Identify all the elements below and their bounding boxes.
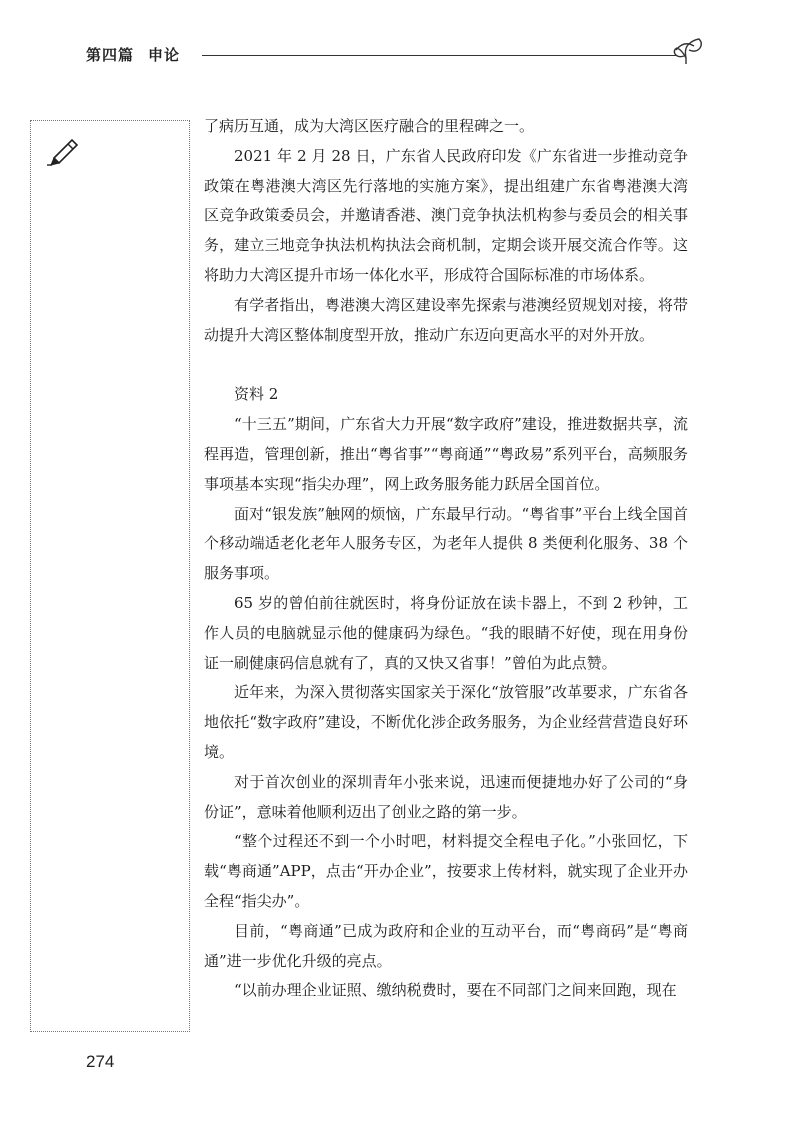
header-title <box>86 44 180 65</box>
section-heading: 资料 2 <box>234 385 279 404</box>
running-header <box>86 40 706 72</box>
header-subject: 申论 <box>148 46 181 64</box>
header-rule <box>202 55 676 56</box>
paragraph: “以前办理企业证照、缴纳税费时，要在不同部门之间来回跑，现在 <box>234 981 677 1000</box>
article-body <box>204 112 688 1006</box>
paragraph: 近年来，为深入贯彻落实国家关于深化“放管服”改革要求，广东省各地依托“数字政府”建设，不断优化涉企政务服务，为企业经营营造良好环境。 <box>204 683 688 761</box>
paragraph: 2021 年 2 月 28 日，广东省人民政府印发《广东省进一步推动竞争政策在粤港澳大湾区先行落地的实施方案》，提出组建广东省粤港澳大湾区竞争政策委员会，并邀请香港、澳门竞争执法机构参与委员会的相关事务，建立三地竞争执法机构执法会商机制，定期会谈开展交流合作等。这将助力大湾区提升市场一体化水平，形成符合国际标准的市场体系。 <box>204 146 688 284</box>
paragraph: “十三五”期间，广东省大力开展“数字政府”建设，推进数据共享，流程再造，管理创新，推出“粤省事”“粤商通”“粤政易”系列平台，高频服务事项基本实现“指尖办理”，网上政务服务能力跃居全国首位。 <box>204 415 688 493</box>
header-part: 第四篇 <box>86 46 135 64</box>
paragraph: 对于首次创业的深圳青年小张来说，迅速而便捷地办好了公司的“身份证”，意味着他顺利迈出了创业之路的第一步。 <box>204 772 688 821</box>
paragraph: 目前，“粤商通”已成为政府和企业的互动平台，而“粤商码”是“粤商通”进一步优化升级的亮点。 <box>204 921 688 970</box>
paragraph: 了病历互通，成为大湾区医疗融合的里程碑之一。 <box>204 117 535 135</box>
paragraph: 有学者指出，粤港澳大湾区建设率先探索与港澳经贸规划对接，将带动提升大湾区整体制度型开放，推动广东迈向更高水平的对外开放。 <box>204 295 688 344</box>
paragraph: 面对“银发族”触网的烦恼，广东最早行动。“粤省事”平台上线全国首个移动端适老化老年人服务专区，为老年人提供 8 类便利化服务、38 个服务事项。 <box>204 504 688 583</box>
pen-icon <box>46 136 80 166</box>
sprout-icon <box>672 36 706 66</box>
notes-margin-box <box>30 120 190 1032</box>
paragraph: 65 岁的曾伯前往就医时，将身份证放在读卡器上，不到 2 秒钟，工作人员的电脑就显示他的健康码为绿色。“我的眼睛不好使，现在用身份证一刷健康码信息就有了，真的又快又省事！”曾伯为此点赞。 <box>204 593 688 672</box>
page-number: 274 <box>86 1052 115 1071</box>
paragraph: “整个过程还不到一个小时吧，材料提交全程电子化。”小张回忆，下载“粤商通”APP，点击“开办企业”，按要求上传材料，就实现了企业开办全程“指尖办”。 <box>204 832 688 910</box>
